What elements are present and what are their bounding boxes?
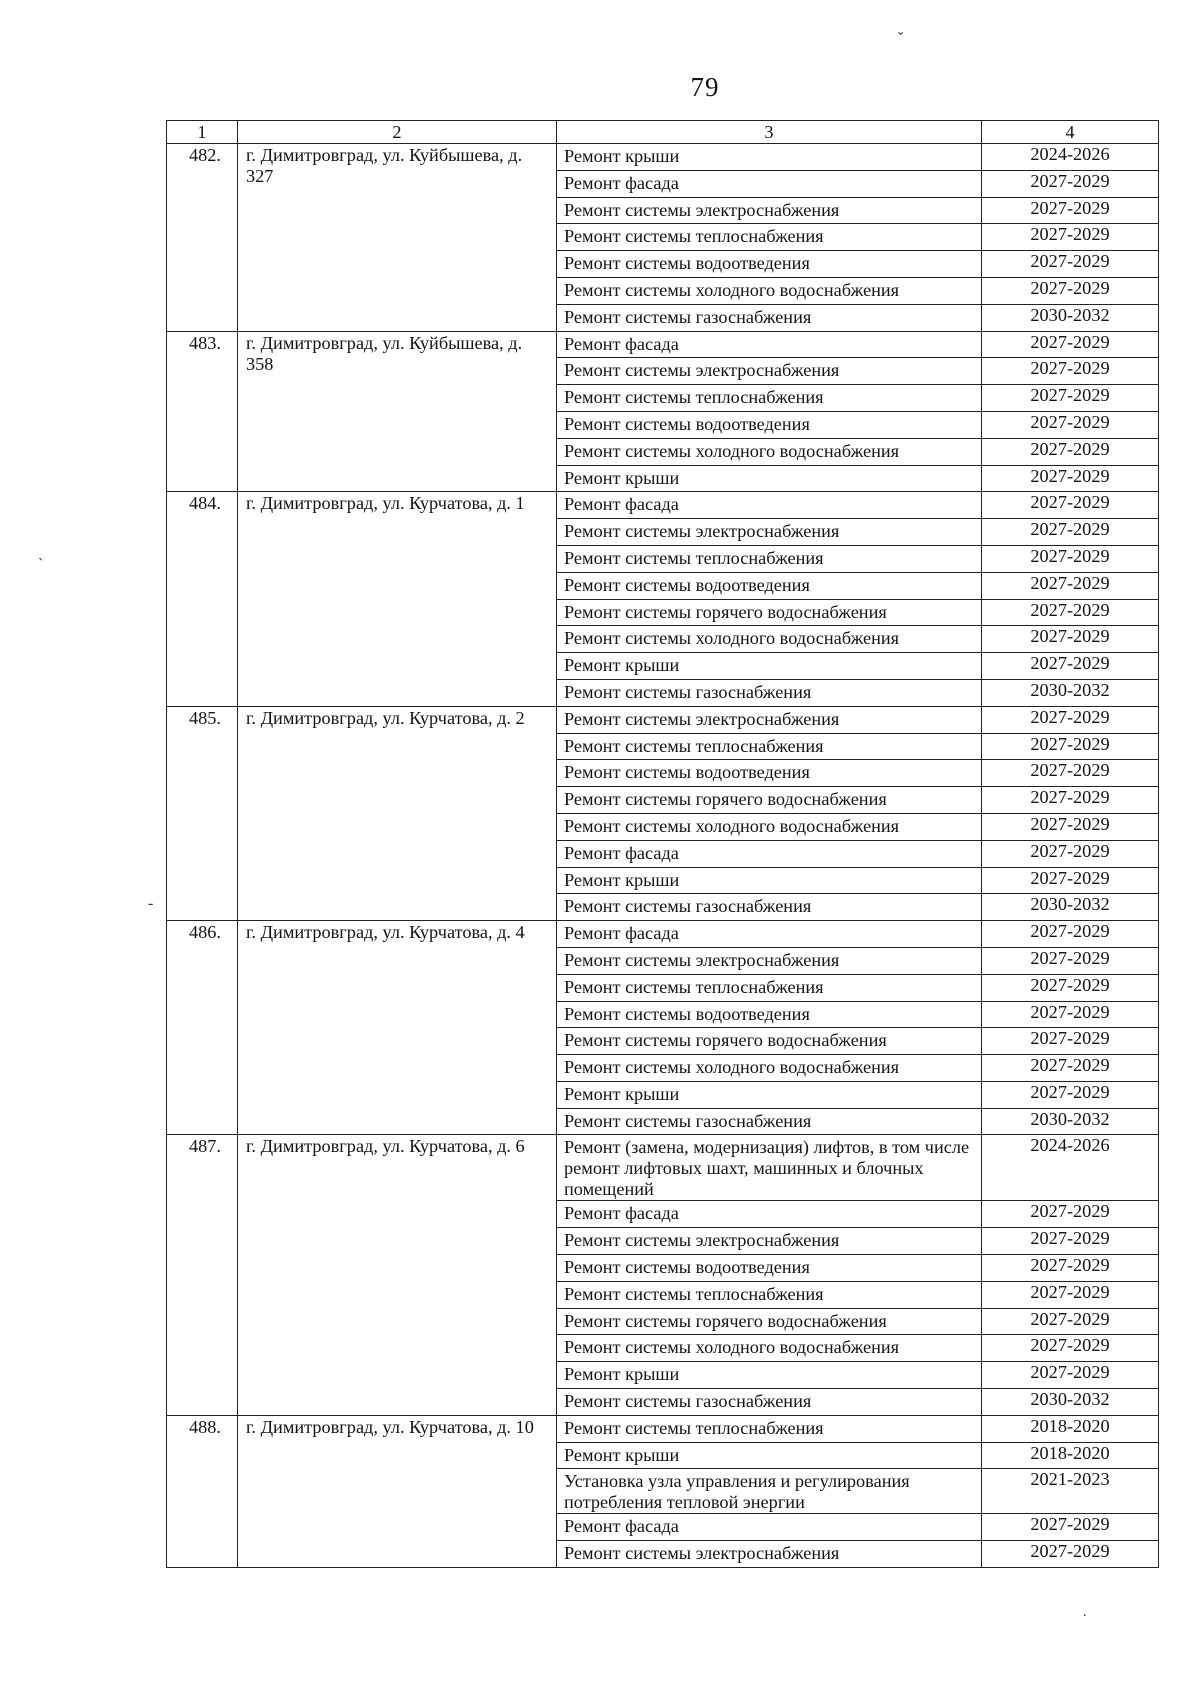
planned-period: 2027-2029 xyxy=(982,867,1159,894)
planned-period: 2027-2029 xyxy=(982,599,1159,626)
entry-number: 484. xyxy=(167,492,238,706)
work-type: Ремонт фасада xyxy=(557,840,982,867)
work-type: Ремонт системы газоснабжения xyxy=(557,1389,982,1416)
entry-number: 485. xyxy=(167,706,238,920)
work-type: Ремонт системы теплоснабжения xyxy=(557,733,982,760)
work-type: Ремонт системы водоотведения xyxy=(557,572,982,599)
planned-period: 2018-2020 xyxy=(982,1415,1159,1442)
column-header-2: 2 xyxy=(238,121,557,144)
work-type: Ремонт фасада xyxy=(557,921,982,948)
work-type: Ремонт системы электроснабжения xyxy=(557,706,982,733)
planned-period: 2021-2023 xyxy=(982,1469,1159,1514)
planned-period: 2030-2032 xyxy=(982,1108,1159,1135)
planned-period: 2027-2029 xyxy=(982,358,1159,385)
work-type: Ремонт крыши xyxy=(557,1362,982,1389)
planned-period: 2027-2029 xyxy=(982,1362,1159,1389)
planned-period: 2027-2029 xyxy=(982,840,1159,867)
work-type: Ремонт фасада xyxy=(557,170,982,197)
planned-period: 2027-2029 xyxy=(982,1514,1159,1541)
planned-period: 2027-2029 xyxy=(982,706,1159,733)
building-address: г. Димитровград, ул. Куйбышева, д. 358 xyxy=(238,331,557,492)
building-address: г. Димитровград, ул. Курчатова, д. 10 xyxy=(238,1415,557,1567)
planned-period: 2030-2032 xyxy=(982,1389,1159,1416)
work-type: Ремонт крыши xyxy=(557,144,982,171)
table-body xyxy=(167,144,1159,1568)
planned-period: 2027-2029 xyxy=(982,1028,1159,1055)
work-type: Ремонт системы электроснабжения xyxy=(557,947,982,974)
work-type: Ремонт системы холодного водоснабжения xyxy=(557,813,982,840)
work-type: Ремонт крыши xyxy=(557,1081,982,1108)
work-type: Ремонт системы электроснабжения xyxy=(557,1541,982,1568)
column-header-1: 1 xyxy=(167,121,238,144)
table-header xyxy=(167,121,1159,144)
work-type: Ремонт фасада xyxy=(557,1514,982,1541)
work-type: Ремонт системы теплоснабжения xyxy=(557,385,982,412)
work-type: Ремонт системы холодного водоснабжения xyxy=(557,438,982,465)
planned-period: 2027-2029 xyxy=(982,813,1159,840)
planned-period: 2024-2026 xyxy=(982,144,1159,171)
work-type: Ремонт системы теплоснабжения xyxy=(557,1281,982,1308)
planned-period: 2018-2020 xyxy=(982,1442,1159,1469)
work-type: Ремонт системы холодного водоснабжения xyxy=(557,626,982,653)
planned-period: 2027-2029 xyxy=(982,385,1159,412)
table-row xyxy=(167,144,1159,171)
planned-period: 2027-2029 xyxy=(982,1281,1159,1308)
work-type: Ремонт крыши xyxy=(557,465,982,492)
planned-period: 2027-2029 xyxy=(982,411,1159,438)
entry-number: 486. xyxy=(167,921,238,1135)
planned-period: 2027-2029 xyxy=(982,1255,1159,1282)
planned-period: 2027-2029 xyxy=(982,492,1159,519)
work-type: Ремонт системы холодного водоснабжения xyxy=(557,1335,982,1362)
planned-period: 2027-2029 xyxy=(982,1081,1159,1108)
work-type: Ремонт крыши xyxy=(557,653,982,680)
planned-period: 2027-2029 xyxy=(982,974,1159,1001)
table-row xyxy=(167,492,1159,519)
work-type: Ремонт системы водоотведения xyxy=(557,1001,982,1028)
work-type: Ремонт системы электроснабжения xyxy=(557,519,982,546)
work-type: Ремонт системы теплоснабжения xyxy=(557,974,982,1001)
work-type: Ремонт крыши xyxy=(557,867,982,894)
planned-period: 2027-2029 xyxy=(982,1228,1159,1255)
building-address: г. Димитровград, ул. Курчатова, д. 1 xyxy=(238,492,557,706)
work-type: Ремонт системы теплоснабжения xyxy=(557,1415,982,1442)
work-type: Ремонт системы холодного водоснабжения xyxy=(557,277,982,304)
work-type: Ремонт фасада xyxy=(557,492,982,519)
work-type: Ремонт системы газоснабжения xyxy=(557,1108,982,1135)
column-header-3: 3 xyxy=(557,121,982,144)
work-type: Ремонт фасада xyxy=(557,1201,982,1228)
work-type: Ремонт системы горячего водоснабжения xyxy=(557,787,982,814)
planned-period: 2027-2029 xyxy=(982,277,1159,304)
table-row xyxy=(167,331,1159,358)
page-number: 79 xyxy=(690,72,720,102)
work-type: Ремонт системы водоотведения xyxy=(557,251,982,278)
column-header-4: 4 xyxy=(982,121,1159,144)
work-type: Ремонт системы холодного водоснабжения xyxy=(557,1055,982,1082)
planned-period: 2027-2029 xyxy=(982,921,1159,948)
repair-schedule-table xyxy=(166,120,1159,1568)
planned-period: 2027-2029 xyxy=(982,438,1159,465)
table-row xyxy=(167,1135,1159,1201)
entry-number: 487. xyxy=(167,1135,238,1415)
work-type: Ремонт системы водоотведения xyxy=(557,760,982,787)
planned-period: 2027-2029 xyxy=(982,760,1159,787)
planned-period: 2027-2029 xyxy=(982,1308,1159,1335)
entry-number: 483. xyxy=(167,331,238,492)
planned-period: 2027-2029 xyxy=(982,1001,1159,1028)
work-type: Ремонт системы водоотведения xyxy=(557,411,982,438)
planned-period: 2027-2029 xyxy=(982,947,1159,974)
planned-period: 2030-2032 xyxy=(982,894,1159,921)
entry-number: 482. xyxy=(167,144,238,332)
work-type: Установка узла управления и регулирования потребления тепловой энергии xyxy=(557,1469,982,1514)
work-type: Ремонт системы горячего водоснабжения xyxy=(557,1308,982,1335)
building-address: г. Димитровград, ул. Курчатова, д. 2 xyxy=(238,706,557,920)
planned-period: 2027-2029 xyxy=(982,653,1159,680)
work-type: Ремонт системы электроснабжения xyxy=(557,197,982,224)
work-type: Ремонт системы горячего водоснабжения xyxy=(557,1028,982,1055)
planned-period: 2027-2029 xyxy=(982,545,1159,572)
building-address: г. Димитровград, ул. Куйбышева, д. 327 xyxy=(238,144,557,332)
table-row xyxy=(167,706,1159,733)
planned-period: 2030-2032 xyxy=(982,679,1159,706)
building-address: г. Димитровград, ул. Курчатова, д. 6 xyxy=(238,1135,557,1415)
planned-period: 2027-2029 xyxy=(982,197,1159,224)
work-type: Ремонт системы газоснабжения xyxy=(557,679,982,706)
planned-period: 2027-2029 xyxy=(982,1201,1159,1228)
planned-period: 2027-2029 xyxy=(982,733,1159,760)
planned-period: 2027-2029 xyxy=(982,787,1159,814)
building-address: г. Димитровград, ул. Курчатова, д. 4 xyxy=(238,921,557,1135)
planned-period: 2027-2029 xyxy=(982,1541,1159,1568)
work-type: Ремонт (замена, модернизация) лифтов, в том числе ремонт лифтовых шахт, машинных и блочных помещений xyxy=(557,1135,982,1201)
planned-period: 2027-2029 xyxy=(982,170,1159,197)
planned-period: 2027-2029 xyxy=(982,331,1159,358)
planned-period: 2027-2029 xyxy=(982,1055,1159,1082)
table-row xyxy=(167,921,1159,948)
work-type: Ремонт системы газоснабжения xyxy=(557,304,982,331)
planned-period: 2027-2029 xyxy=(982,251,1159,278)
planned-period: 2024-2026 xyxy=(982,1135,1159,1201)
planned-period: 2027-2029 xyxy=(982,1335,1159,1362)
planned-period: 2027-2029 xyxy=(982,224,1159,251)
planned-period: 2030-2032 xyxy=(982,304,1159,331)
table-row xyxy=(167,1415,1159,1442)
planned-period: 2027-2029 xyxy=(982,572,1159,599)
work-type: Ремонт системы газоснабжения xyxy=(557,894,982,921)
planned-period: 2027-2029 xyxy=(982,626,1159,653)
work-type: Ремонт системы теплоснабжения xyxy=(557,224,982,251)
planned-period: 2027-2029 xyxy=(982,519,1159,546)
work-type: Ремонт системы электроснабжения xyxy=(557,358,982,385)
work-type: Ремонт системы теплоснабжения xyxy=(557,545,982,572)
work-type: Ремонт системы горячего водоснабжения xyxy=(557,599,982,626)
entry-number: 488. xyxy=(167,1415,238,1567)
work-type: Ремонт системы водоотведения xyxy=(557,1255,982,1282)
work-type: Ремонт крыши xyxy=(557,1442,982,1469)
planned-period: 2027-2029 xyxy=(982,465,1159,492)
work-type: Ремонт системы электроснабжения xyxy=(557,1228,982,1255)
work-type: Ремонт фасада xyxy=(557,331,982,358)
